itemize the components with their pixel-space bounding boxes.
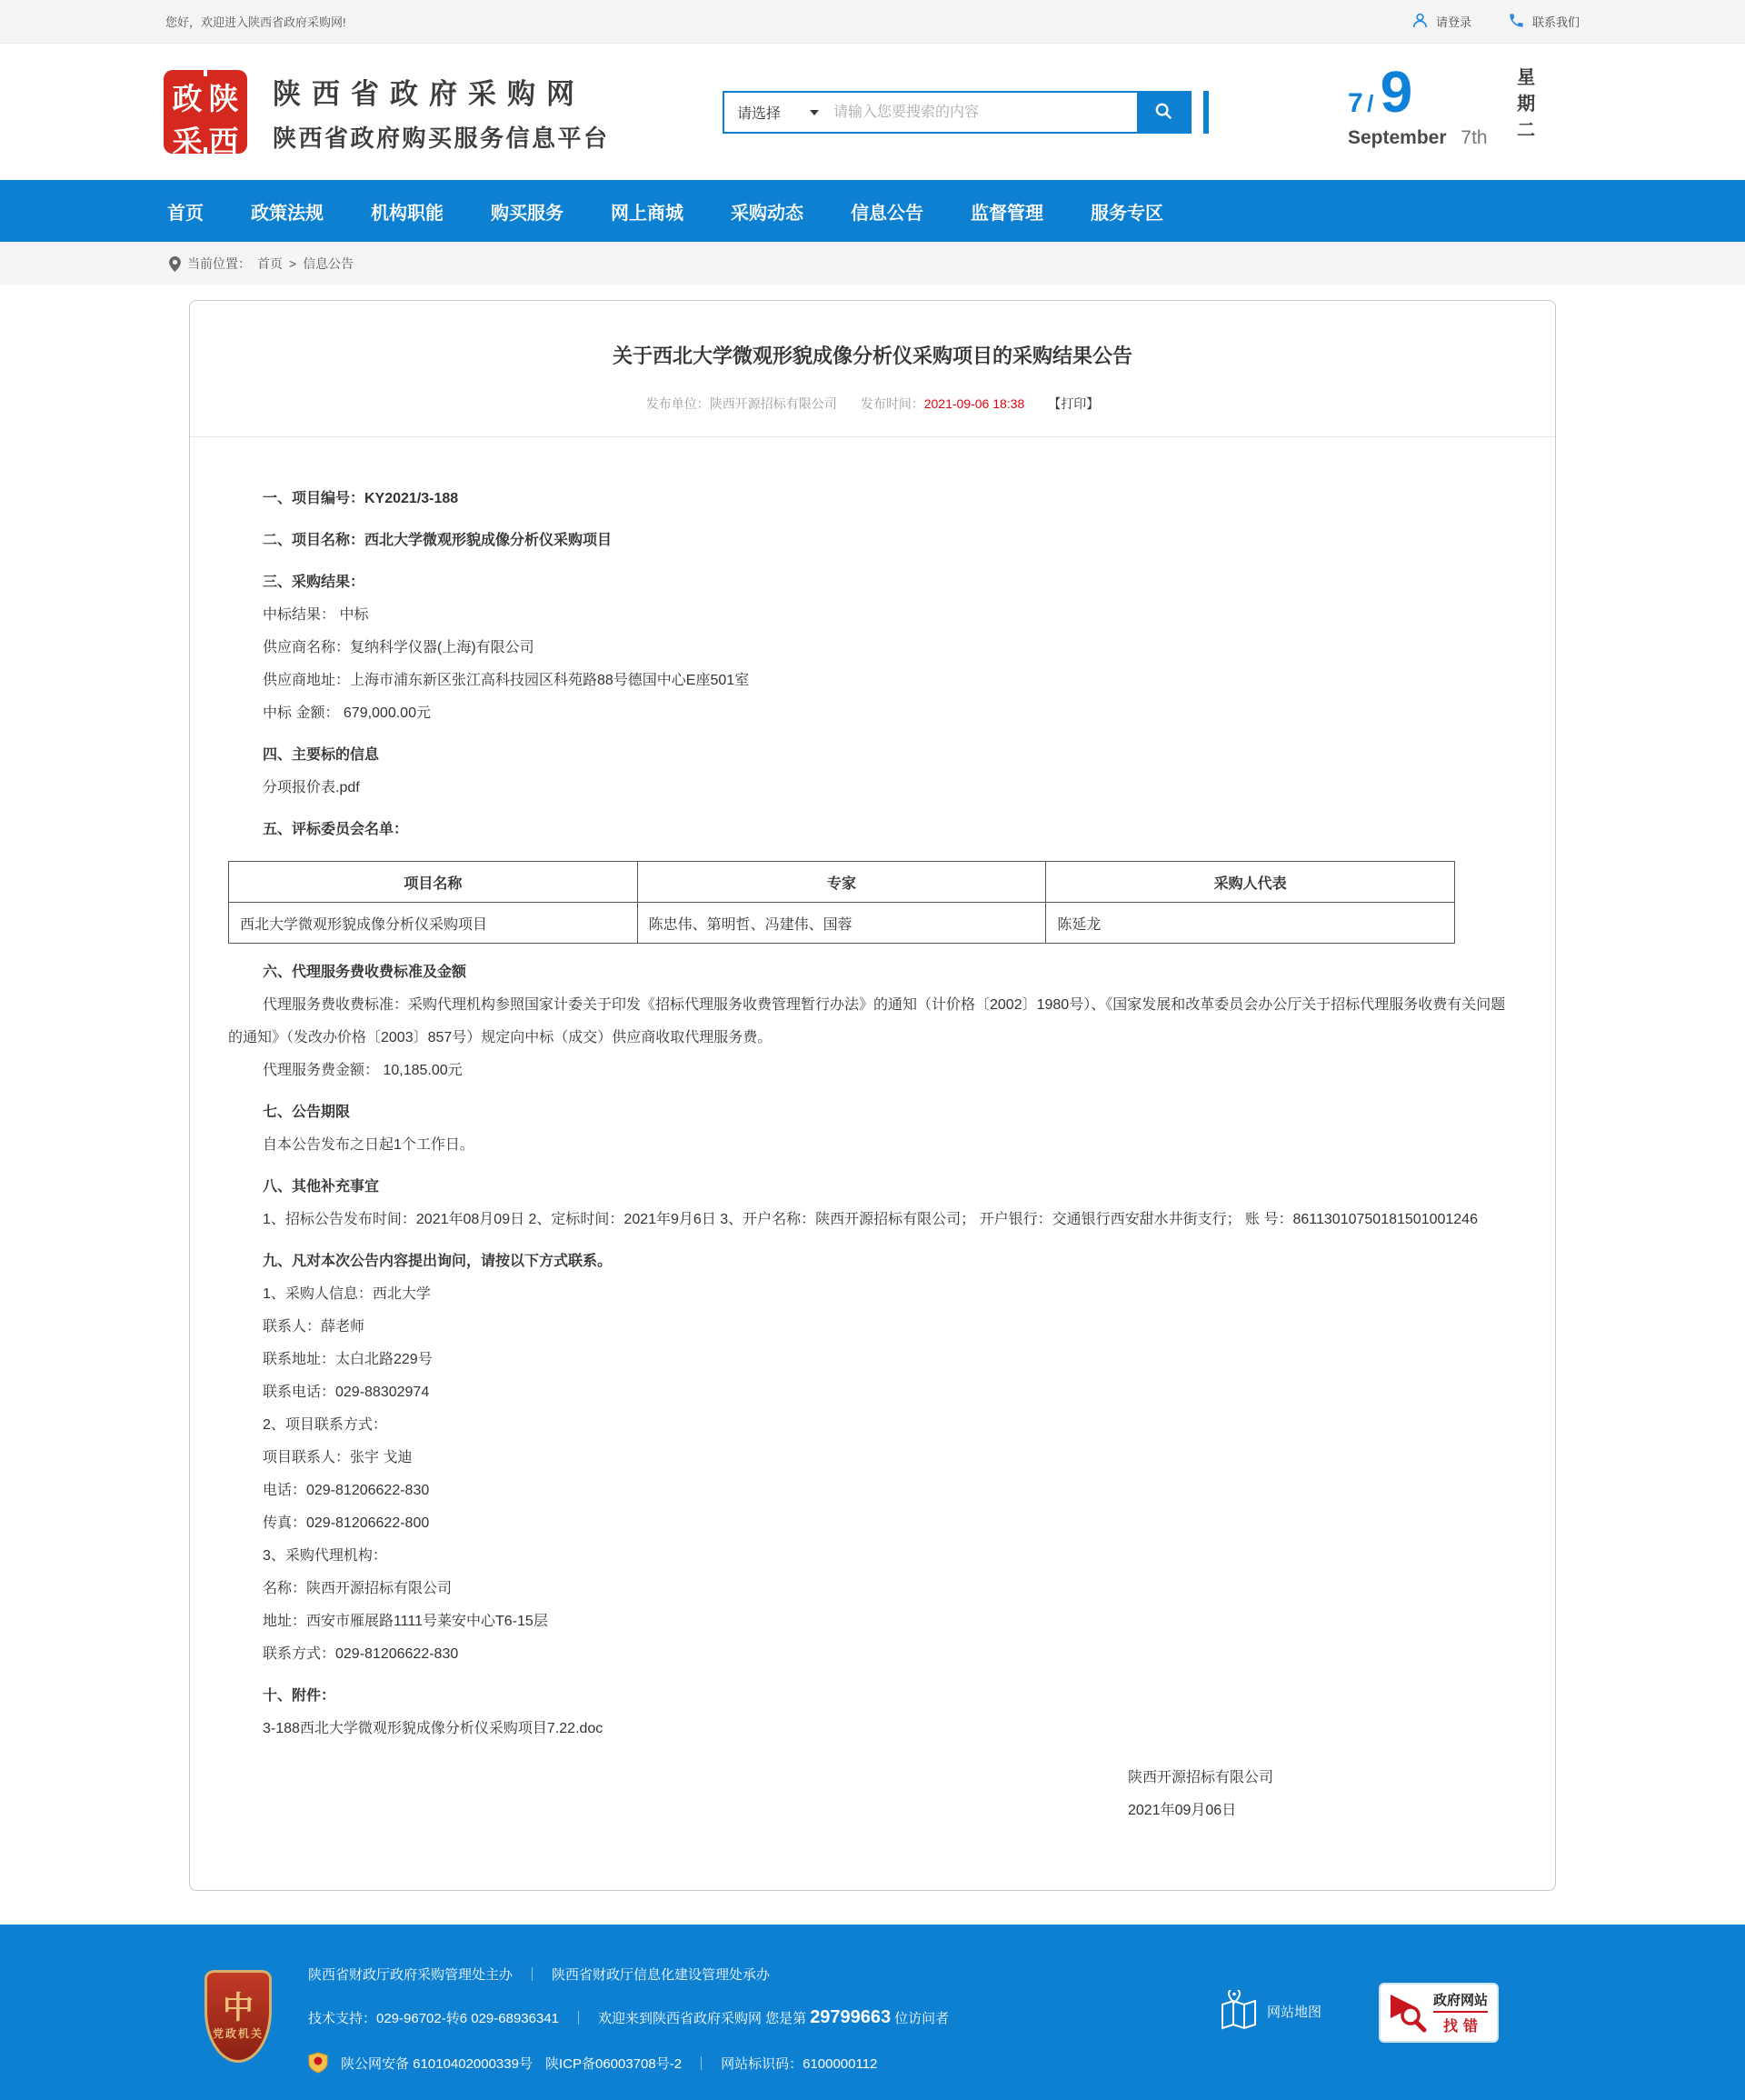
visitor-count: 29799663 [810, 2007, 892, 2027]
section-committee-list: 五、评标委员会名单： [263, 822, 409, 837]
day-number: 9 [1380, 59, 1413, 125]
project-contact-person: 项目联系人：张宇 戈迪 [263, 1450, 413, 1465]
breadcrumb-label: 当前位置： [187, 256, 251, 271]
search-box [723, 91, 1192, 134]
day-ordinal: 7th [1461, 127, 1488, 148]
quotation-pdf-link[interactable]: 分项报价表.pdf [263, 780, 360, 795]
section-contact-info: 九、凡对本次公告内容提出询问，请按以下方式联系。 [263, 1254, 613, 1269]
table-header-row [229, 862, 1455, 903]
party-government-badge-icon: 中 党政机关 [204, 1970, 272, 2063]
cell-experts: 陈忠伟、第明哲、冯建伟、国蓉 [637, 903, 1046, 944]
article-body [190, 437, 1555, 1827]
breadcrumb [0, 242, 1745, 285]
date-widget [1348, 58, 1538, 149]
chevron-down-icon [810, 110, 819, 115]
month-name: September [1348, 127, 1447, 148]
nav-item-service-zone[interactable]: 服务专区 [1091, 203, 1163, 224]
publish-time-label: 发布时间： [860, 396, 924, 411]
co-organizer-text: 陕西省财政厅信息化建设管理处承办 [552, 1967, 771, 1983]
police-badge-icon [308, 2052, 328, 2074]
section-announcement-period: 七、公告期限 [263, 1105, 351, 1120]
col-experts: 专家 [637, 862, 1046, 903]
project-contact-heading: 2、项目联系方式： [263, 1417, 387, 1433]
table-row [229, 903, 1455, 944]
publisher-label: 发布单位： [645, 396, 710, 411]
col-project-name: 项目名称 [229, 862, 638, 903]
project-phone-line: 电话：029-81206622-830 [263, 1483, 430, 1498]
section-project-name: 二、项目名称：西北大学微观形貌成像分析仪采购项目 [263, 533, 613, 548]
agency-fee-amount: 代理服务费金额： 10,185.00元 [263, 1063, 463, 1078]
agency-contact-line: 联系方式：029-81206622-830 [263, 1646, 459, 1662]
other-matters-line: 1、招标公告发布时间：2021年08月09日 2、定标时间：2021年9月6日 3、开户名称：陕西开源招标有限公司； 开户银行：交通银行西安甜水井街支行； 账 号：86113010750181501001246 [263, 1212, 1478, 1227]
top-utility-bar [0, 0, 1745, 44]
location-pin-icon [169, 256, 181, 272]
cell-purchaser-rep: 陈延龙 [1046, 903, 1455, 944]
footer-left [204, 1959, 949, 2074]
main-nav [0, 180, 1745, 242]
site-footer [0, 1925, 1745, 2100]
cell-project-name: 西北大学微观形貌成像分析仪采购项目 [229, 903, 638, 944]
col-purchaser-rep: 采购人代表 [1046, 862, 1455, 903]
article-meta [244, 395, 1501, 413]
police-record-link[interactable]: 陕公网安备 61010402000339号 [341, 2055, 533, 2072]
footer-text-lines [308, 1959, 949, 2074]
signature-date: 2021年09月06日 [1128, 1803, 1237, 1818]
tech-support-text: 技术支持：029-96702-转6 029-68936341 [308, 2011, 559, 2026]
signature-block [1128, 1762, 1517, 1827]
result-line: 中标结果： 中标 [263, 607, 369, 623]
section-agency-fee: 六、代理服务费收费标准及金额 [263, 965, 467, 980]
site-code-text: 网站标识码：6100000112 [721, 2055, 878, 2072]
search-area [723, 91, 1209, 134]
section-subject-info: 四、主要标的信息 [263, 747, 380, 763]
nav-item-policy[interactable]: 政策法规 [251, 203, 324, 224]
agency-address-line: 地址：西安市雁展路1111号莱安中心T6-15层 [263, 1614, 548, 1629]
nav-item-home[interactable]: 首页 [167, 203, 204, 224]
site-logo[interactable] [164, 70, 610, 158]
welcome-text: 您好，欢迎进入陕西省政府采购网! [165, 15, 346, 29]
login-link[interactable]: 请登录 [1411, 12, 1471, 32]
signature-company: 陕西开源招标有限公司 [1128, 1770, 1274, 1785]
purchaser-info-line: 1、采购人信息：西北大学 [263, 1286, 431, 1302]
site-title: 陕西省政府采购网 [273, 77, 585, 110]
topbar-actions [1411, 12, 1580, 32]
nav-item-functions[interactable]: 机构职能 [371, 203, 444, 224]
gov-site-error-report-badge[interactable] [1379, 1983, 1499, 2043]
logo-seal-icon: 政 陕 采 西 [164, 70, 247, 154]
announcement-card [189, 300, 1556, 1891]
user-icon [1411, 12, 1429, 32]
agency-heading: 3、采购代理机构： [263, 1548, 387, 1564]
breadcrumb-home[interactable]: 首页 [257, 256, 283, 271]
section-attachments: 十、附件： [263, 1688, 336, 1704]
agency-fee-standard: 代理服务费收费标准：采购代理机构参照国家计委关于印发《招标代理服务收费管理暂行办法》的通知（计价格〔2002〕1980号）、《国家发展和改革委员会办公厅关于招标代理服务收费有关问题的通知》（发改办价格〔2003〕857号）规定向中标（成交）供应商收取代理服务费。 [228, 997, 1506, 1045]
site-header [0, 44, 1745, 180]
nav-item-procurement-news[interactable]: 采购动态 [731, 203, 803, 224]
search-category-select[interactable]: 请选择 [724, 93, 828, 132]
map-icon [1217, 1990, 1259, 2032]
footer-line-organizers: 陕西省财政厅政府采购管理处主办 ｜ 陕西省财政厅信息化建设管理处承办 [308, 1965, 949, 1984]
project-fax-line: 传真：029-81206622-800 [263, 1515, 430, 1531]
footer-line-records: 陕公网安备 61010402000339号 陕ICP备06003708号-2 ｜ 网站标识码：6100000112 [308, 2052, 949, 2074]
page-title: 关于西北大学微观形貌成像分析仪采购项目的采购结果公告 [612, 345, 1132, 367]
icp-record-link[interactable]: 陕ICP备06003708号-2 [544, 2055, 683, 2072]
publisher-value: 陕西开源招标有限公司 [709, 396, 837, 411]
section-other-matters: 八、其他补充事宜 [263, 1179, 380, 1195]
print-button[interactable]: 【打印】 [1048, 396, 1100, 411]
error-badge-action: 找错 [1443, 2019, 1484, 2035]
phone-icon [1508, 12, 1525, 32]
visitor-text: 欢迎来到陕西省政府采购网 您是第 29799663 位访问者 [598, 2007, 950, 2027]
nav-item-online-mall[interactable]: 网上商城 [611, 203, 683, 224]
contact-person-line: 联系人：薛老师 [263, 1319, 365, 1335]
error-badge-title: 政府网站 [1433, 1990, 1488, 2013]
contact-address-line: 联系地址：太白北路229号 [263, 1352, 433, 1367]
error-report-icon [1389, 1992, 1427, 2034]
organizer-text: 陕西省财政厅政府采购管理处主办 [308, 1967, 514, 1983]
award-amount-line: 中标 金额： 679,000.00元 [263, 705, 431, 721]
site-subtitle: 陕西省政府购买服务信息平台 [273, 124, 610, 152]
attachment-doc-link[interactable]: 3-188西北大学微观形貌成像分析仪采购项目7.22.doc [263, 1721, 603, 1736]
supplier-name-line: 供应商名称：复纳科学仪器(上海)有限公司 [263, 640, 534, 655]
section-procurement-result: 三、采购结果： [263, 575, 365, 590]
month-number: 7 [1348, 88, 1363, 118]
nav-item-supervision[interactable]: 监督管理 [971, 203, 1043, 224]
supplier-address-line: 供应商地址：上海市浦东新区张江高科技园区科苑路88号德国中心E座501室 [263, 673, 750, 688]
contact-phone-line: 联系电话：029-88302974 [263, 1385, 430, 1400]
section-project-number: 一、项目编号：KY2021/3-188 [263, 491, 459, 506]
nav-item-announcements[interactable]: 信息公告 [851, 203, 923, 224]
weekday-label: 星期二 [1513, 67, 1534, 146]
search-input[interactable] [828, 93, 1137, 132]
publish-time-value: 2021-09-06 18:38 [923, 396, 1025, 411]
date-numbers: 7 / 9 September 7th [1348, 59, 1488, 148]
sitemap-link[interactable] [1217, 1990, 1321, 2032]
breadcrumb-current[interactable]: 信息公告 [303, 256, 354, 271]
breadcrumb-separator: > [289, 256, 297, 271]
contact-link[interactable]: 联系我们 [1508, 12, 1580, 32]
article-header [190, 301, 1555, 437]
search-icon [1153, 101, 1173, 124]
search-button[interactable] [1137, 93, 1190, 132]
announcement-period-line: 自本公告发布之日起1个工作日。 [263, 1137, 474, 1153]
sitemap-label: 网站地图 [1267, 2004, 1322, 2020]
nav-item-purchase-service[interactable]: 购买服务 [491, 203, 563, 224]
footer-line-support: 技术支持：029-96702-转6 029-68936341 ｜ 欢迎来到陕西省政府采购网 您是第 29799663 位访问者 [308, 2007, 950, 2027]
site-titles [273, 71, 610, 154]
agency-name-line: 名称：陕西开源招标有限公司 [263, 1581, 453, 1596]
committee-table [228, 861, 1455, 944]
search-accent-bar [1203, 91, 1209, 134]
